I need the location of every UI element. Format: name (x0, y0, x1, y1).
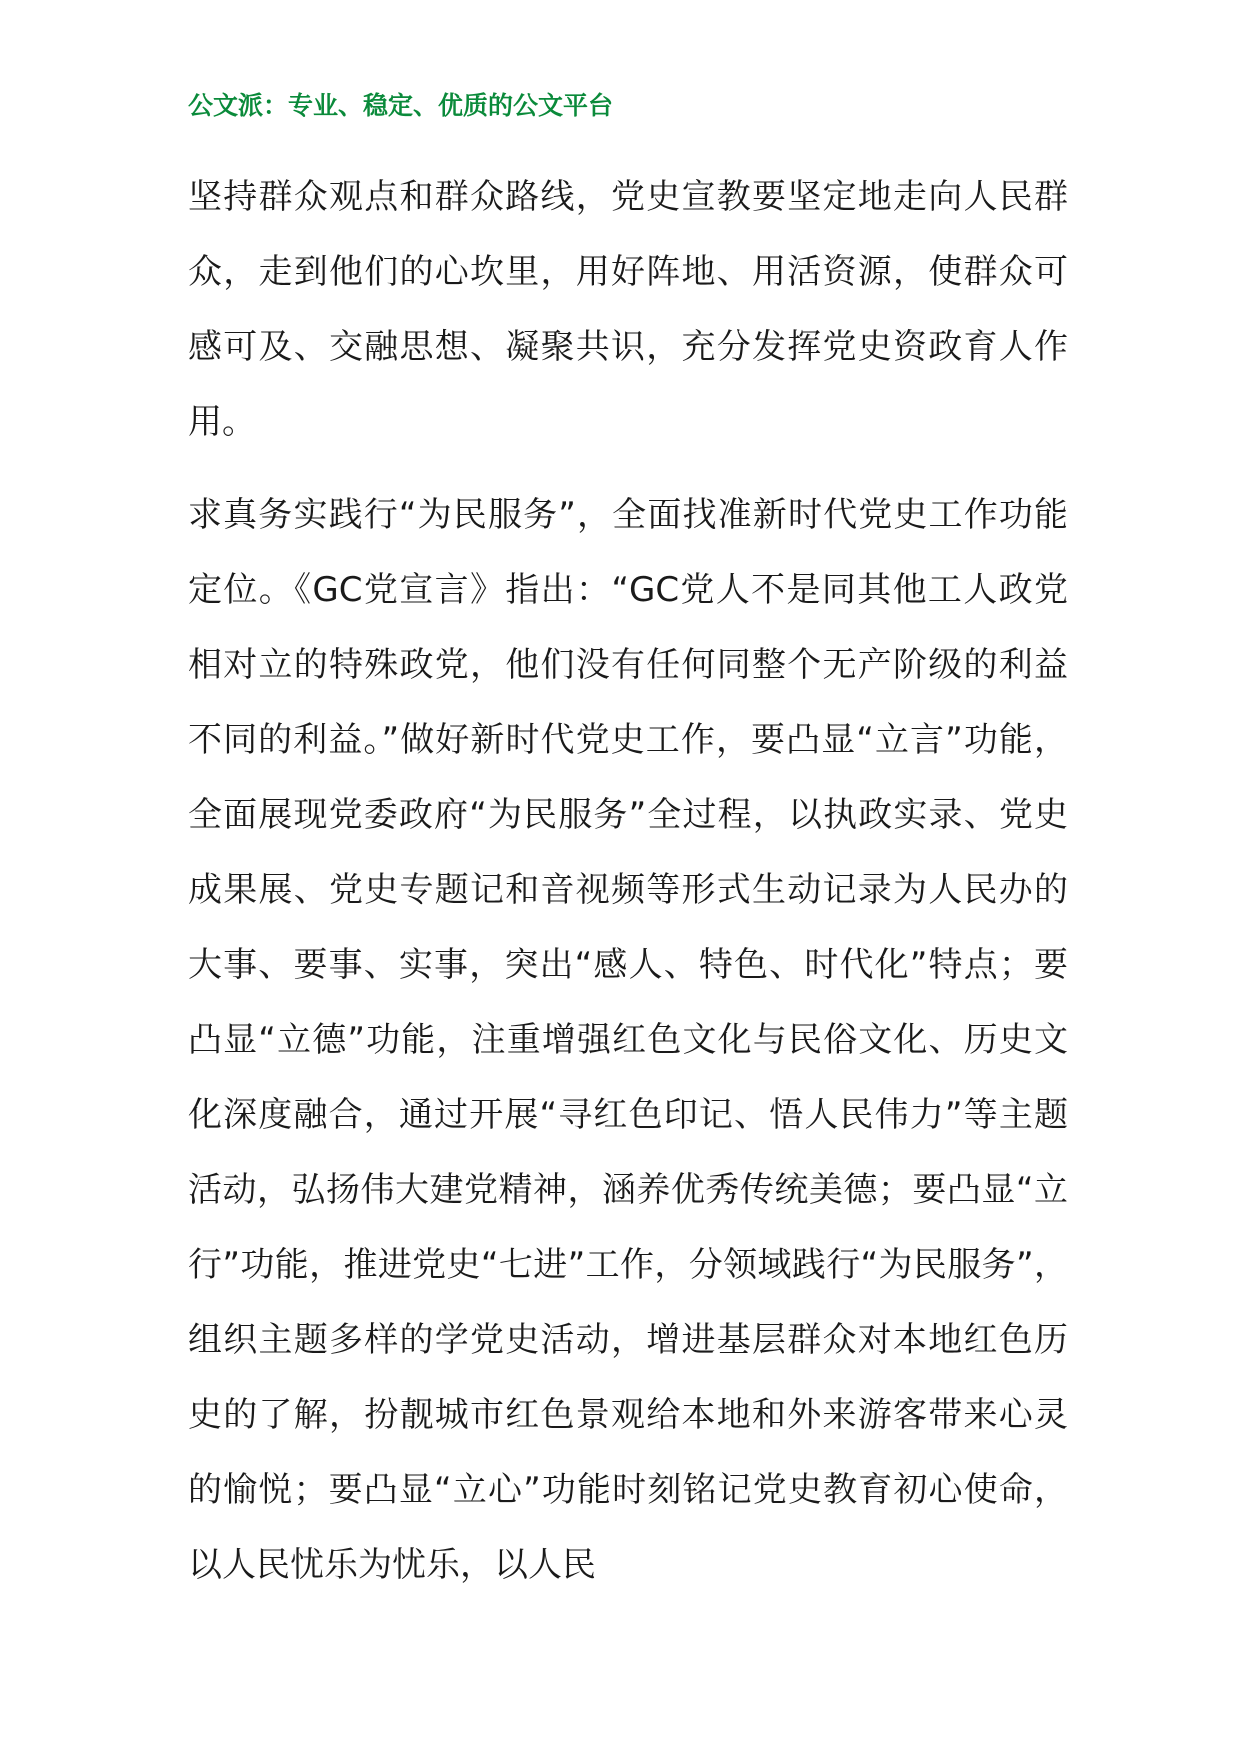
paragraph-1: 坚持群众观点和群众路线，党史宣教要坚定地走向人民群众，走到他们的心坎里，用好阵地、用活资源，使群众可感可及、交融思想、凝聚共识，充分发挥党史资政育人作用。 (188, 177, 1068, 442)
document-header: 公文派：专业、稳定、优质的公文平台 (188, 91, 614, 120)
paragraph-2: 求真务实践行“为民服务”，全面找准新时代党史工作功能定位。《GC党宣言》指出：“GC党人不是同其他工人政党相对立的特殊政党，他们没有任何同整个无产阶级的利益不同的利益。”做好新时代党史工作，要凸显“立言”功能，全面展现党委政府“为民服务”全过程，以执政实录、党史成果展、党史专题记和音视频等形式生动记录为人民办的大事、要事、实事，突出“感人、特色、时代化”特点；要凸显“立德”功能，注重增强红色文化与民俗文化、历史文化深度融合，通过开展“寻红色印记、悟人民伟力”等主题活动，弘扬伟大建党精神，涵养优秀传统美德；要凸显“立行”功能，推进党史“七进”工作，分领域践行“为民服务”，组织主题多样的学党史活动，增进基层群众对本地红色历史的了解，扮靓城市红色景观给本地和外来游客带来心灵的愉悦；要凸显“立心”功能时刻铭记党史教育初心使命，以人民忧乐为忧乐，以人民 (188, 495, 1068, 1585)
